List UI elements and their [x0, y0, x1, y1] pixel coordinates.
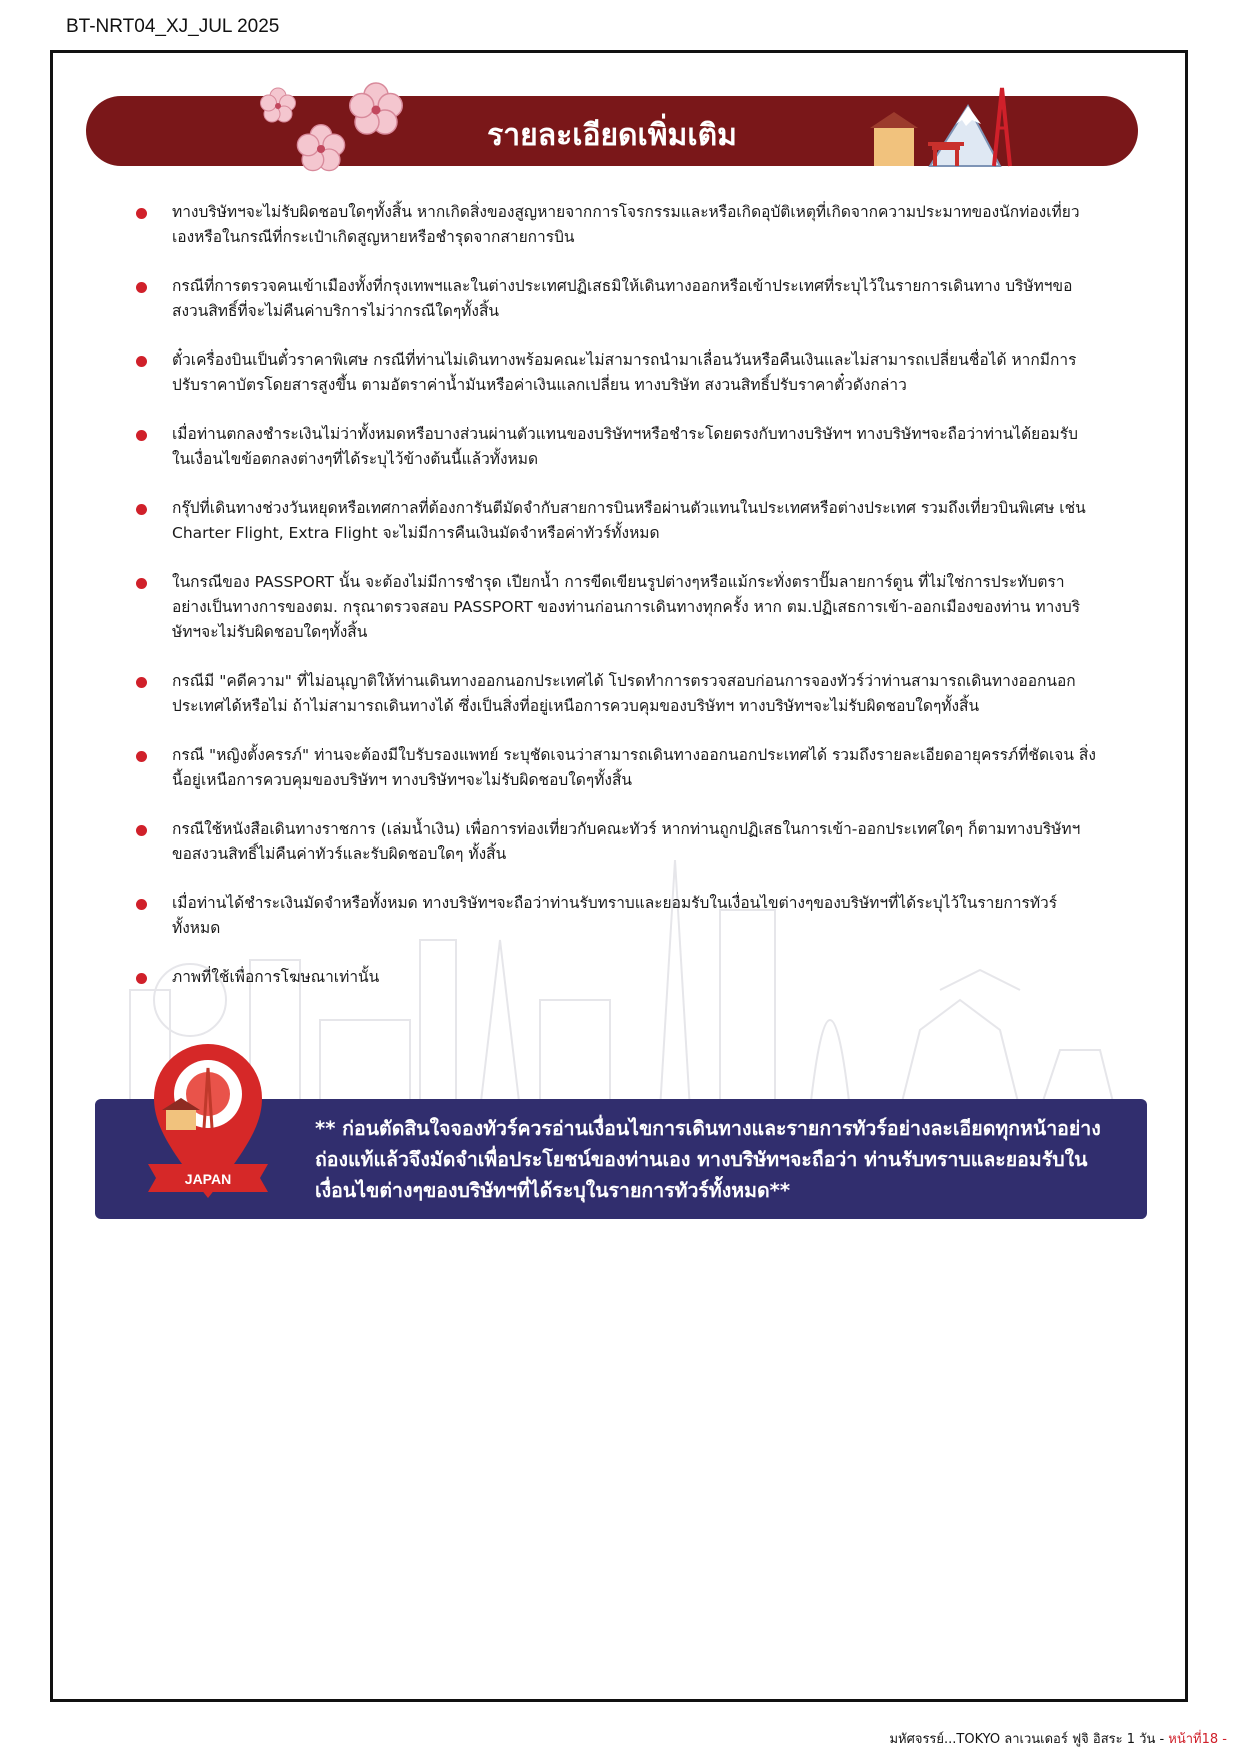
- item-text: เมื่อท่านได้ชำระเงินมัดจำหรือทั้งหมด ทางบริษัทฯจะถือว่าท่านรับทราบและยอมรับในเงื่อนไขต่างๆของบริษัทฯที่ได้ระบุไว้ในรายการทัวร์ทั้งหมด: [172, 894, 1058, 937]
- list-item: [136, 817, 1096, 867]
- item-text: กรณีมี "คดีความ" ที่ไม่อนุญาติให้ท่านเดินทางออกนอกประเทศได้ โปรดทำการตรวจสอบก่อนการจองทัวร์ว่าท่านสามารถเดินทางออกนอกประเทศได้หรือไม่ ถ้าไม่สามารถเดินทางได้ ซึ่งเป็นสิ่งที่อยู่เหนือการควบคุมของบริษัทฯ ทางบริษัทฯจะไม่รับผิดชอบใดๆทั้งสิ้น: [172, 672, 1076, 715]
- list-item: [136, 743, 1096, 793]
- bullet-icon: [136, 504, 147, 515]
- item-text: เมื่อท่านตกลงชำระเงินไม่ว่าทั้งหมดหรือบางส่วนผ่านตัวแทนของบริษัทฯหรือชำระโดยตรงกับทางบริษัทฯ ทางบริษัทฯจะถือว่าท่านได้ยอมรับในเงื่อนไขข้อตกลงต่างๆที่ได้ระบุไว้ข้างต้นนี้แล้วทั้งหมด: [172, 425, 1078, 468]
- terms-list: [136, 200, 1096, 1014]
- list-item: [136, 200, 1096, 250]
- notice-text: ** ก่อนตัดสินใจจองทัวร์ควรอ่านเงื่อนไขการเดินทางและรายการทัวร์อย่างละเอียดทุกหน้าอย่างถ่องแท้แล้วจึงมัดจำเพื่อประโยชน์ของท่านเอง ทางบริษัทฯจะถือว่า ท่านรับทราบและยอมรับในเงื่อนไขต่างๆของบริษัทฯที่ได้ระบุในรายการทัวร์ทั้งหมด**: [315, 1117, 1101, 1202]
- footer-tour-name: มหัศจรรย์...TOKYO ลาเวนเดอร์ ฟูจิ อิสระ 1 วัน -: [889, 1732, 1169, 1747]
- item-text: ในกรณีของ PASSPORT นั้น จะต้องไม่มีการชำรุด เปียกน้ำ การขีดเขียนรูปต่างๆหรือแม้กระทั่งตราปั๊มลายการ์ตูน ที่ไม่ใช่การประทับตราอย่างเป็นทางการของตม. กรุณาตรวจสอบ PASSPORT ของท่านก่อนการเดินทางทุกครั้ง หาก ตม.ปฏิเสธการเข้า-ออกเมืองของท่าน ทางบริษัทฯจะไม่รับผิดชอบใดๆทั้งสิ้น: [172, 573, 1081, 641]
- list-item: [136, 570, 1096, 645]
- list-item: [136, 274, 1096, 324]
- banner-title: รายละเอียดเพิ่มเติม: [487, 118, 737, 153]
- item-text: กรณีที่การตรวจคนเข้าเมืองทั้งที่กรุงเทพฯและในต่างประเทศปฏิเสธมิให้เดินทางออกหรือเข้าประเทศที่ระบุไว้ในรายการเดินทาง บริษัทฯขอสงวนสิทธิ์ที่จะไม่คืนค่าบริการไม่ว่ากรณีใดๆทั้งสิ้น: [172, 277, 1073, 320]
- japan-landmarks-illustration: [868, 78, 1028, 170]
- item-text: กรณี "หญิงตั้งครรภ์" ท่านจะต้องมีใบรับรองแพทย์ ระบุชัดเจนว่าสามารถเดินทางออกนอกประเทศได้ รวมถึงรายละเอียดอายุครรภ์ที่ชัดเจน สิ่งนี้อยู่เหนือการควบคุมของบริษัทฯ ทางบริษัทฯจะไม่รับผิดชอบใดๆทั้งสิ้น: [172, 746, 1096, 789]
- list-item: [136, 669, 1096, 719]
- bullet-icon: [136, 430, 147, 441]
- bullet-icon: [136, 973, 147, 984]
- bullet-icon: [136, 825, 147, 836]
- item-text: ทางบริษัทฯจะไม่รับผิดชอบใดๆทั้งสิ้น หากเกิดสิ่งของสูญหายจากการโจรกรรมและหรือเกิดอุบัติเหตุที่เกิดจากความประมาทของนักท่องเที่ยวเองหรือในกรณีที่กระเป๋าเกิดสูญหายหรือชำรุดจากสายการบิน: [172, 203, 1080, 246]
- page-number: หน้าที่18 -: [1168, 1732, 1227, 1747]
- badge-label: JAPAN: [184, 1171, 232, 1187]
- cherry-blossom-icon: [258, 86, 298, 126]
- item-text: ตั๋วเครื่องบินเป็นตั๋วราคาพิเศษ กรณีที่ท่านไม่เดินทางพร้อมคณะไม่สามารถนำมาเลื่อนวันหรือคืนเงินและไม่สามารถเปลี่ยนชื่อได้ หากมีการปรับราคาบัตรโดยสารสูงขึ้น ตามอัตราค่าน้ำมันหรือค่าเงินแลกเปลี่ยน ทางบริษัท สงวนสิทธิ์ปรับราคาตั๋วดังกล่าว: [172, 351, 1077, 394]
- list-item: [136, 348, 1096, 398]
- bullet-icon: [136, 751, 147, 762]
- bullet-icon: [136, 282, 147, 293]
- cherry-blossom-icon: [346, 80, 406, 140]
- list-item: [136, 422, 1096, 472]
- item-text: กรุ๊ปที่เดินทางช่วงวันหยุดหรือเทศกาลที่ต้องการันตีมัดจำกับสายการบินหรือผ่านตัวแทนในประเทศหรือต่างประเทศ รวมถึงเที่ยวบินพิเศษ เช่น Charter Flight, Extra Flight จะไม่มีการคืนเงินมัดจำหรือค่าทัวร์ทั้งหมด: [172, 499, 1086, 542]
- item-text: ภาพที่ใช้เพื่อการโฆษณาเท่านั้น: [172, 968, 380, 986]
- japan-pin-badge: [148, 1038, 268, 1208]
- list-item: [136, 965, 1096, 990]
- bullet-icon: [136, 677, 147, 688]
- list-item: [136, 496, 1096, 546]
- cherry-blossom-icon: [294, 122, 348, 176]
- item-text: กรณีใช้หนังสือเดินทางราชการ (เล่มน้ำเงิน) เพื่อการท่องเที่ยวกับคณะทัวร์ หากท่านถูกปฏิเสธในการเข้า-ออกประเทศใดๆ ก็ตามทางบริษัทฯ ขอสงวนสิทธิ์ไม่คืนค่าทัวร์และรับผิดชอบใดๆ ทั้งสิ้น: [172, 820, 1081, 863]
- document-code: BT-NRT04_XJ_JUL 2025: [66, 16, 280, 37]
- list-item: [136, 891, 1096, 941]
- bullet-icon: [136, 208, 147, 219]
- bullet-icon: [136, 899, 147, 910]
- bullet-icon: [136, 578, 147, 589]
- bullet-icon: [136, 356, 147, 367]
- page-footer: [889, 1728, 1227, 1749]
